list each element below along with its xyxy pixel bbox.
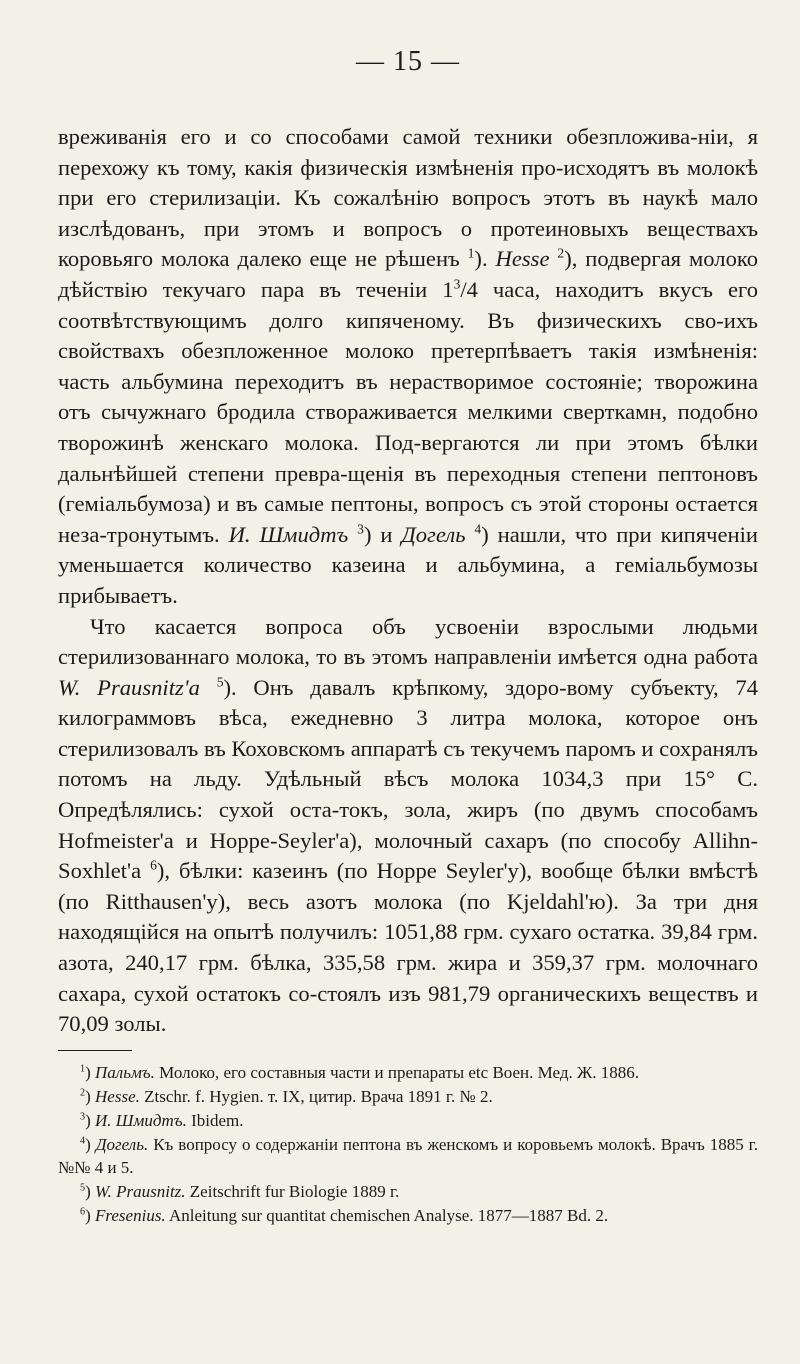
footnote-mark: 5 xyxy=(80,1182,86,1194)
italic-name: Hesse xyxy=(495,246,550,272)
footnote-mark: 3 xyxy=(80,1111,86,1123)
footnote xyxy=(58,1133,758,1179)
text-run: Что касается вопроса объ усвоеніи взрослыми людьми стерилизованнаго молока, то въ этомъ направленіи имѣется одна работа xyxy=(58,613,758,670)
italic-name: Догель xyxy=(401,521,466,547)
footnote-ref: 3 xyxy=(357,521,364,537)
text-run: /4 часа, находитъ вкусъ его соотвѣтствующимъ долго кипяченому. Въ физическихъ сво-ихъ свойствахъ обезпложенное молоко претерпѣваетъ такія измѣненія: часть альбумина переходитъ въ нерастворимое состояніе; творожина отъ сычужнаго бродила створаживается мелкими сверткамн, подобно творожинѣ женскаго молока. Под-вергаются ли при этомъ бѣлки дальнѣйшей степени превра-щенія въ переходныя степени пептоновъ (геміальбумоза) и въ самые пептоны, вопросъ съ этой стороны остается неза-тронутымъ. xyxy=(58,276,759,547)
footnote xyxy=(58,1204,758,1227)
text-run: Ztschr. f. Hygien. т. IX, цитир. Врача 1891 г. № 2. xyxy=(139,1086,493,1106)
text-run: Къ вопросу о содержаніи пептона въ женскомъ и коровьемъ молокѣ. Врачъ 1885 г. №№ 4 и 5. xyxy=(58,1134,758,1177)
italic-name: И. Шмидтъ. xyxy=(95,1110,187,1130)
footnote xyxy=(58,1085,758,1108)
italic-name: Пальмъ. xyxy=(95,1062,155,1082)
italic-name: W. Prausnitz'a xyxy=(58,674,200,700)
footnote-paren: ) xyxy=(85,1181,96,1201)
footnote-ref: 3 xyxy=(453,276,461,292)
footnote-paren: ) xyxy=(85,1134,96,1154)
footnote xyxy=(58,1061,758,1084)
footnote-paren: ) xyxy=(85,1062,96,1082)
footnote xyxy=(58,1180,758,1203)
text-run: вреживанія его и со способами самой техники обезпложива-ніи, я перехожу къ тому, какія физическія измѣненія про-исходятъ въ молокѣ при его стерилизаціи. Къ сожалѣнію вопросъ этотъ въ наукѣ мало изслѣдованъ, при этомъ и вопросъ о протеиновыхъ веществахъ коровьяго молока далеко еще не рѣшенъ xyxy=(58,124,758,272)
italic-name: W. Prausnitz. xyxy=(95,1181,186,1201)
italic-name: И. Шмидтъ xyxy=(228,521,349,547)
footnote-paren: ) xyxy=(85,1205,96,1225)
text-run: ) нашли, что при кипяченіи уменьшается количество казеина и альбумина, а геміальбумозы прибываетъ. xyxy=(58,521,758,608)
footnote-paren: ) xyxy=(85,1086,96,1106)
text-run: ), бѣлки: казеинъ (по Норре Seyler'у), вообще бѣлки вмѣстѣ (по Ritthausen'у), весь азотъ молока (по Kjeldahl'ю). За три дня находящійся на опытѣ получилъ: 1051,88 грм. сухаго остатка. 39,84 грм. азота, 240,17 грм. бѣлка, 335,58 грм. жира и 359,37 грм. молочнаго сахара, сухой остатокъ со-стоялъ изъ 981,79 органическихъ веществъ и 70,09 золы. xyxy=(58,858,758,1037)
text-run xyxy=(200,675,217,700)
footnote-ref: 2 xyxy=(557,245,565,261)
footnote-mark: 4 xyxy=(80,1135,86,1147)
page-number: — 15 — xyxy=(356,46,460,77)
text-run: Ibidem. xyxy=(186,1110,244,1130)
text-run: ), подвергая молоко дѣйствію текучаго пара въ теченіи 1 xyxy=(58,246,758,302)
footnotes xyxy=(58,1061,758,1227)
footnote xyxy=(58,1109,758,1132)
footnote-mark: 2 xyxy=(80,1087,86,1099)
italic-name: Fresenius. xyxy=(95,1205,166,1225)
footnote-divider xyxy=(58,1050,132,1051)
paragraph xyxy=(58,612,758,1040)
footnote-ref: 4 xyxy=(474,521,482,537)
body-text xyxy=(58,122,758,1040)
text-run: Anleitung sur quantitat chemischen Analyse. 1877—1887 Bd. 2. xyxy=(165,1205,609,1225)
footnote-ref: 1 xyxy=(467,245,475,261)
footnote-ref: 5 xyxy=(216,674,224,690)
italic-name: Догель. xyxy=(95,1134,149,1154)
text-run: ). xyxy=(474,246,496,272)
text-run xyxy=(348,522,357,547)
footnote-paren: ) xyxy=(85,1110,96,1130)
text-run: ) и xyxy=(363,521,402,547)
text-run: ). Онъ давалъ крѣпкому, здоро-вому субъекту, 74 килограммовъ вѣса, ежедневно 3 литра молока, которое онъ стерилизовалъ въ Коховскомъ аппаратѣ съ текучемъ паромъ и сохранялъ потомъ на льду. Удѣльный вѣсъ молока 1034,3 при 15° С. Опредѣлялись: сухой оста-токъ, зола, жиръ (по двумъ способамъ Hofmeister'a и Норре-Seyler'a), молочный сахаръ (по способу Allihn-Soxhlet'a xyxy=(58,674,758,884)
text-run: Молоко, его составныя части и препараты etc Воен. Мед. Ж. 1886. xyxy=(154,1062,639,1082)
footnote-ref: 6 xyxy=(150,857,157,873)
text-run: Zeitschrift fur Biologie 1889 г. xyxy=(185,1181,400,1201)
footnote-mark: 1 xyxy=(80,1063,86,1075)
paragraph xyxy=(58,122,758,612)
italic-name: Hesse. xyxy=(95,1086,140,1106)
footnote-mark: 6 xyxy=(80,1206,86,1218)
